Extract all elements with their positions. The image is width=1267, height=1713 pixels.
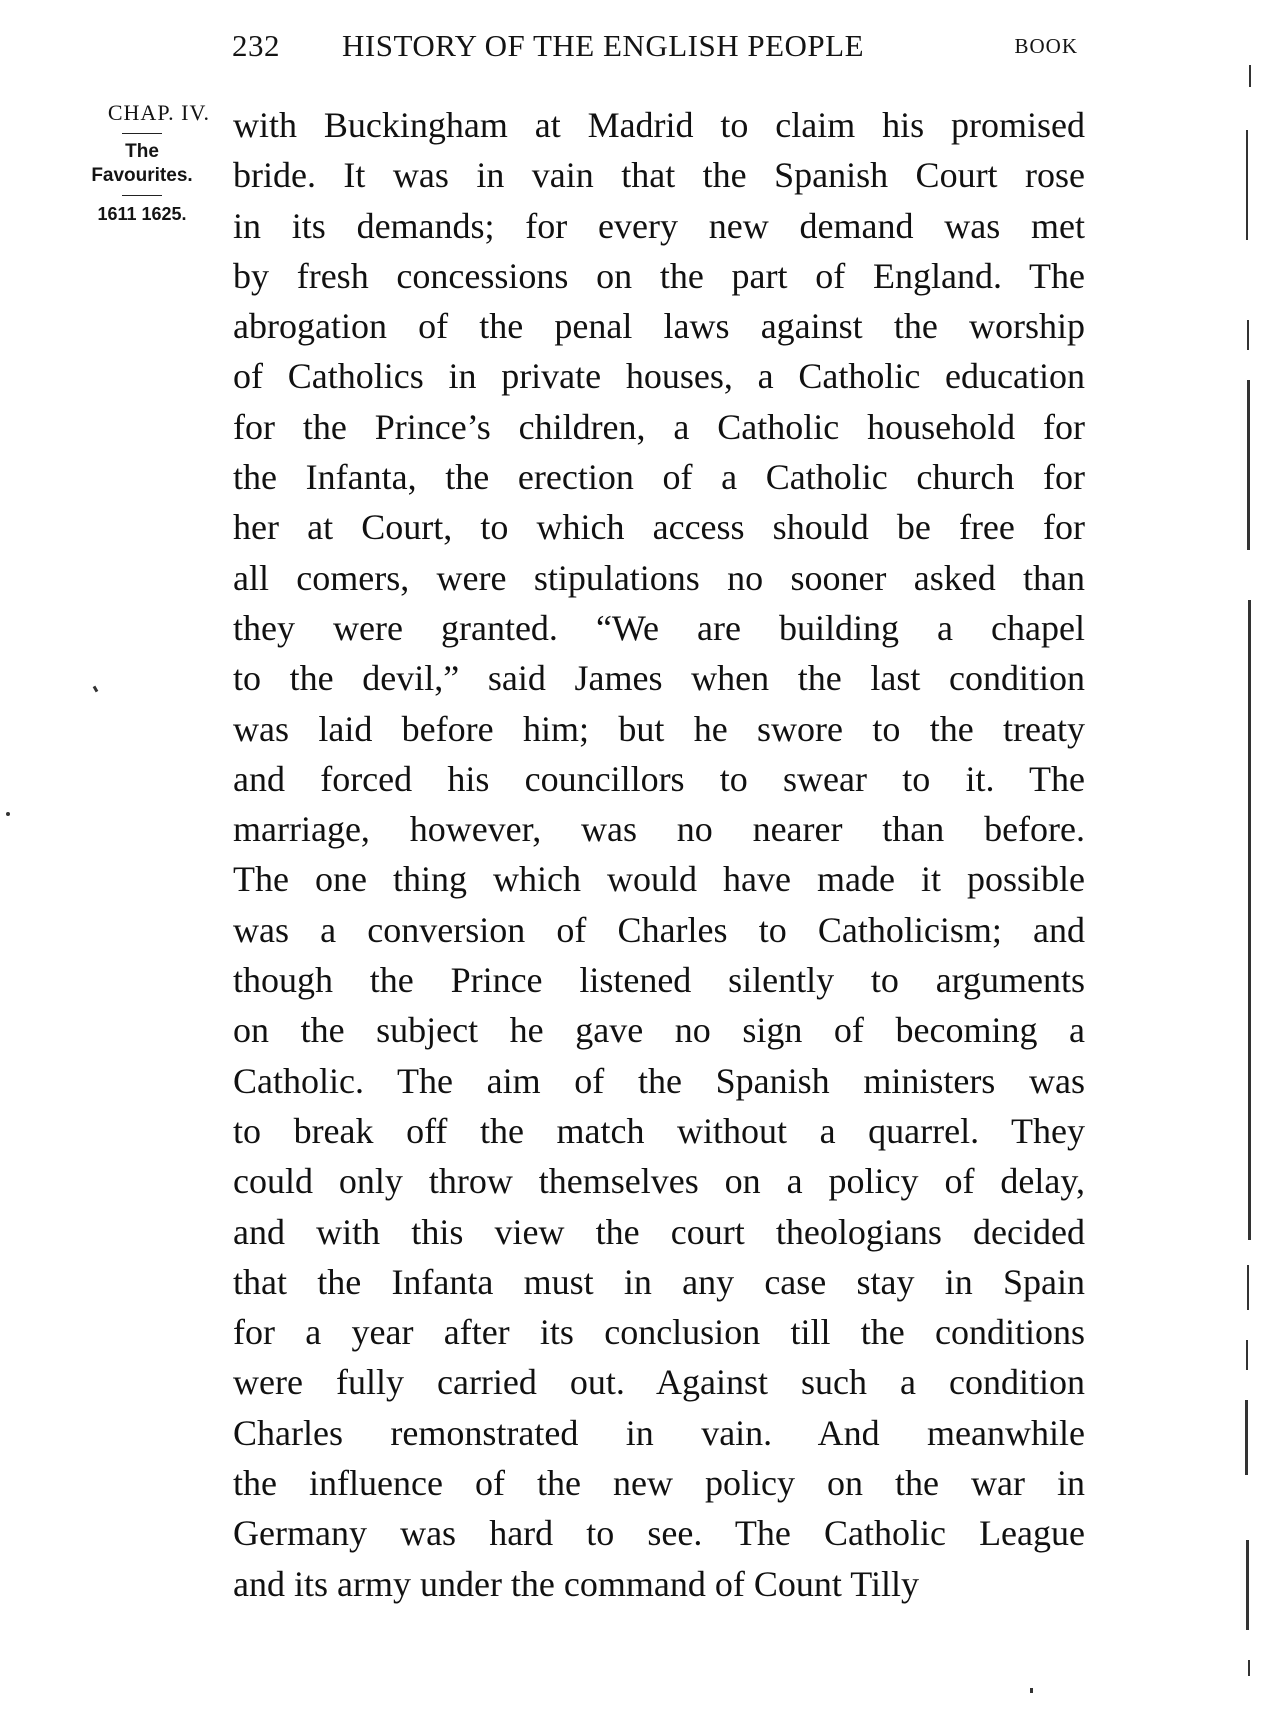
text-line: was laid before him; but he swore to the treaty — [233, 708, 1085, 749]
margin-notes — [66, 100, 218, 226]
text-line: and forced his councillors to swear to it. The — [233, 758, 1085, 799]
margin-heading-line: Favourites. — [91, 165, 193, 186]
text-line: Charles remonstrated in vain. And meanwhile — [233, 1412, 1085, 1453]
text-line: in its demands; for every new demand was met — [233, 205, 1085, 246]
scan-speck — [1030, 1688, 1033, 1693]
text-line: for a year after its conclusion till the conditions — [233, 1312, 1085, 1353]
page-number: 232 — [232, 28, 280, 63]
text-line: her at Court, to which access should be free for — [233, 507, 1085, 548]
scan-edge-mark — [1247, 1265, 1249, 1310]
running-head — [232, 20, 1082, 70]
text-line: the Infanta, the erection of a Catholic church for — [233, 457, 1085, 498]
running-title: HISTORY OF THE ENGLISH PEOPLE — [342, 28, 865, 63]
text-line: to break off the match without a quarrel. They — [233, 1110, 1085, 1151]
chapter-label: CHAP. IV. — [107, 100, 210, 125]
scan-edge-mark — [1249, 65, 1251, 87]
margin-heading-line: The — [125, 141, 159, 162]
scan-edge-mark — [1245, 1400, 1248, 1475]
text-line: marriage, however, was no nearer than before. — [233, 809, 1085, 850]
text-line: abrogation of the penal laws against the worship — [233, 306, 1085, 347]
margin-rule — [122, 133, 162, 134]
text-line: to the devil,” said James when the last condition — [233, 658, 1085, 699]
text-line: Catholic. The aim of the Spanish ministers was — [233, 1060, 1085, 1101]
text-line: though the Prince listened silently to arguments — [233, 960, 1085, 1001]
margin-years: 1611 1625. — [97, 204, 187, 224]
text-line: that the Infanta must in any case stay in Spain — [233, 1261, 1085, 1302]
text-line: all comers, were stipulations no sooner asked than — [233, 557, 1085, 598]
book-label: BOOK — [1014, 34, 1078, 58]
body-text — [233, 100, 1085, 1609]
text-line: bride. It was in vain that the Spanish Court rose — [233, 155, 1085, 196]
text-line: by fresh concessions on the part of England. The — [233, 255, 1085, 296]
text-line: were fully carried out. Against such a condition — [233, 1362, 1085, 1403]
text-line: for the Prince’s children, a Catholic household for — [233, 406, 1085, 447]
text-line: of Catholics in private houses, a Catholic education — [233, 356, 1085, 397]
scan-speck — [93, 686, 99, 693]
scan-edge-mark — [1246, 130, 1248, 240]
text-line: the influence of the new policy on the war in — [233, 1463, 1085, 1504]
text-line: with Buckingham at Madrid to claim his promised — [233, 105, 1085, 145]
scan-edge-mark — [1246, 1540, 1249, 1630]
text-line: on the subject he gave no sign of becoming a — [233, 1010, 1085, 1051]
scan-edge-mark — [1247, 320, 1249, 350]
text-line: could only throw themselves on a policy of delay, — [233, 1161, 1085, 1202]
text-line: was a conversion of Charles to Catholicism; and — [233, 909, 1085, 950]
scan-edge-mark — [1247, 380, 1250, 550]
scan-speck — [6, 812, 10, 816]
margin-rule — [122, 195, 162, 196]
text-line: and its army under the command of Count Tilly — [233, 1563, 919, 1604]
text-line: Germany was hard to see. The Catholic League — [233, 1513, 1085, 1554]
scan-edge-mark — [1246, 1340, 1248, 1370]
text-line: and with this view the court theologians decided — [233, 1211, 1085, 1252]
text-line: they were granted. “We are building a chapel — [233, 607, 1085, 648]
scan-edge-mark — [1248, 1660, 1250, 1676]
text-line: The one thing which would have made it possible — [233, 859, 1085, 900]
scan-edge-mark — [1248, 600, 1251, 1240]
